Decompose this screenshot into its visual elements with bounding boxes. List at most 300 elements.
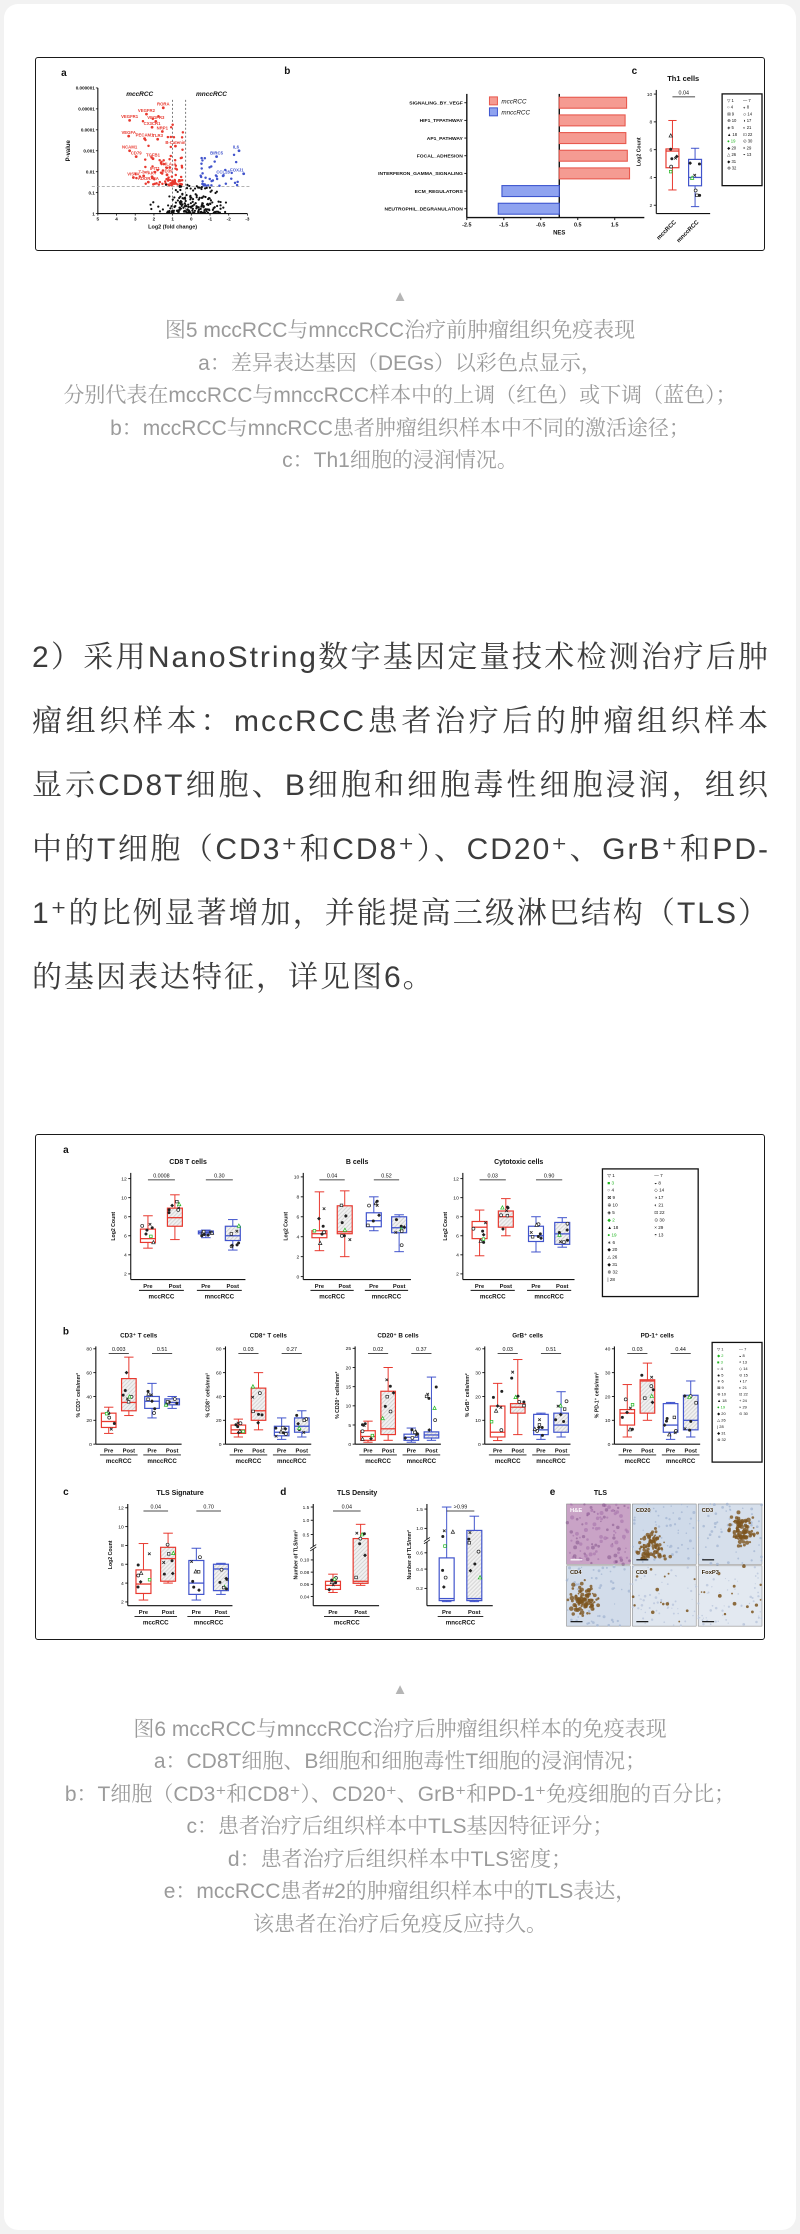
svg-text:mnccRCC: mnccRCC xyxy=(276,1458,307,1466)
svg-text:6: 6 xyxy=(120,1562,124,1569)
svg-text:40: 40 xyxy=(86,1394,92,1401)
svg-text:Post: Post xyxy=(226,1284,240,1291)
svg-text:HLA-A: HLA-A xyxy=(163,161,177,167)
tls-density-mccrcc xyxy=(293,1504,379,1627)
volcano-plot xyxy=(66,86,251,231)
svg-text:Post: Post xyxy=(168,1284,182,1291)
figure5-caption xyxy=(4,315,796,478)
svg-text:10: 10 xyxy=(453,1195,459,1202)
svg-text:4: 4 xyxy=(649,175,653,182)
bcells-chart xyxy=(283,1159,411,1301)
svg-text:>0.99: >0.99 xyxy=(453,1504,468,1511)
svg-text:c: c xyxy=(63,1486,69,1498)
svg-text:1.5: 1.5 xyxy=(416,1507,423,1513)
svg-text:⊠ 9: ⊠ 9 xyxy=(727,111,735,117)
svg-text:mccRCC: mccRCC xyxy=(105,1458,132,1466)
svg-text:VEGFR1: VEGFR1 xyxy=(121,114,139,120)
svg-text:▲ 18: ▲ 18 xyxy=(717,1398,727,1404)
figure5 xyxy=(35,57,765,251)
svg-text:Post: Post xyxy=(555,1284,569,1291)
svg-text:FoxP3: FoxP3 xyxy=(701,1569,719,1576)
svg-text:◆ 20: ◆ 20 xyxy=(717,1410,726,1416)
svg-text:Pre: Pre xyxy=(191,1610,201,1617)
svg-text:mccRCC: mccRCC xyxy=(235,1458,262,1466)
svg-text:8: 8 xyxy=(123,1214,127,1221)
figure6 xyxy=(35,1134,765,1640)
svg-text:8: 8 xyxy=(649,119,653,126)
svg-text:0: 0 xyxy=(478,1441,481,1448)
svg-text:◈ 5: ◈ 5 xyxy=(727,125,734,131)
svg-text:0.000001: 0.000001 xyxy=(75,85,95,91)
svg-text:mnccRCC: mnccRCC xyxy=(204,1293,235,1301)
svg-text:◓ 13: ◓ 13 xyxy=(654,1232,664,1238)
svg-text:CD8 T cells: CD8 T cells xyxy=(169,1158,207,1166)
svg-text:Post: Post xyxy=(338,1284,351,1291)
svg-text:⊠ 9: ⊠ 9 xyxy=(607,1195,616,1201)
svg-text:AP1_PATHWAY: AP1_PATHWAY xyxy=(426,135,463,142)
caption-line: b：mccRCC与mncRCC患者肿瘤组织样本中不同的激活途径； xyxy=(110,416,690,440)
svg-text:◑ 17: ◑ 17 xyxy=(743,118,752,124)
svg-text:Post: Post xyxy=(641,1448,654,1455)
svg-text:Log2 Count: Log2 Count xyxy=(283,1211,290,1241)
caption-line: e：mccRCC患者#2的肿瘤组织样本中的TLS表达， xyxy=(163,1880,637,1904)
svg-text:20: 20 xyxy=(215,1418,222,1425)
svg-text:⊕ 10: ⊕ 10 xyxy=(727,118,737,124)
svg-text:CD39: CD39 xyxy=(161,168,173,174)
svg-text:0: 0 xyxy=(218,1441,222,1448)
svg-text:| 28: | 28 xyxy=(607,1276,615,1282)
svg-text:mccRCC: mccRCC xyxy=(656,219,678,242)
svg-text:FOCAL_ADHESION: FOCAL_ADHESION xyxy=(416,153,463,160)
svg-text:Pre: Pre xyxy=(363,1448,373,1455)
svg-text:⊗ 32: ⊗ 32 xyxy=(607,1269,618,1275)
svg-text:⊙ 30: ⊙ 30 xyxy=(739,1410,748,1416)
svg-text:2: 2 xyxy=(296,1254,300,1261)
svg-text:Pre: Pre xyxy=(277,1448,287,1455)
svg-text:-1: -1 xyxy=(207,216,213,222)
svg-text:B-Catenin: B-Catenin xyxy=(165,139,186,145)
svg-text:Post: Post xyxy=(468,1610,481,1617)
svg-text:ADORA2A: ADORA2A xyxy=(137,175,159,181)
svg-text:Log2 Count: Log2 Count xyxy=(636,137,643,167)
svg-text:a: a xyxy=(61,67,67,79)
pct-chart-4 xyxy=(594,1332,700,1465)
svg-text:TLS Signature: TLS Signature xyxy=(156,1489,204,1497)
svg-text:Post: Post xyxy=(122,1448,136,1455)
tls-density-mnccrcc xyxy=(407,1504,493,1627)
svg-text:0.90: 0.90 xyxy=(543,1173,555,1180)
svg-text:mnccRCC: mnccRCC xyxy=(534,1293,564,1301)
svg-text:% CD8⁺ cells/mm²: % CD8⁺ cells/mm² xyxy=(205,1373,212,1418)
svg-text:Post: Post xyxy=(381,1448,395,1455)
svg-text:◈ 5: ◈ 5 xyxy=(607,1210,615,1216)
svg-text:◒ 8: ◒ 8 xyxy=(654,1180,661,1186)
svg-text:4: 4 xyxy=(123,1252,127,1259)
svg-text:◆ 31: ◆ 31 xyxy=(727,158,737,164)
svg-text:a: a xyxy=(63,1144,69,1156)
svg-text:5: 5 xyxy=(96,216,100,222)
svg-text:0.10: 0.10 xyxy=(299,1558,310,1564)
svg-text:40: 40 xyxy=(604,1346,611,1353)
caption-line: 分别代表在mccRCC与mnccRCC样本中的上调（红色）或下调（蓝色）； xyxy=(63,384,737,408)
svg-text:Post: Post xyxy=(425,1448,438,1455)
svg-text:80: 80 xyxy=(86,1346,92,1353)
svg-text:◆ 2: ◆ 2 xyxy=(717,1352,724,1358)
nes-bar-chart xyxy=(378,94,644,237)
svg-text:mccRCC: mccRCC xyxy=(126,90,154,98)
svg-text:1: 1 xyxy=(92,211,95,217)
svg-text:○ 4: ○ 4 xyxy=(717,1365,723,1371)
svg-text:Post: Post xyxy=(554,1448,568,1455)
svg-text:0.0001: 0.0001 xyxy=(80,127,95,133)
svg-text:4: 4 xyxy=(120,1580,124,1587)
svg-text:2: 2 xyxy=(456,1271,459,1278)
svg-text:▽ 1: ▽ 1 xyxy=(607,1172,615,1178)
svg-text:b: b xyxy=(284,65,291,77)
svg-text:▽ 1: ▽ 1 xyxy=(727,97,734,103)
svg-text:15: 15 xyxy=(345,1384,352,1391)
svg-text:0.001: 0.001 xyxy=(83,148,95,154)
svg-text:0.0008: 0.0008 xyxy=(153,1173,170,1180)
caption-line: b：T细胞（CD3⁺和CD8⁺）、CD20⁺、GrB⁺和PD-1⁺免疫细胞的百分比； xyxy=(64,1782,736,1806)
svg-text:-1.5: -1.5 xyxy=(499,222,509,229)
svg-text:0.03: 0.03 xyxy=(243,1346,254,1353)
svg-text:0.4: 0.4 xyxy=(416,1567,423,1573)
svg-text:◇ 14: ◇ 14 xyxy=(654,1187,665,1193)
svg-text:8: 8 xyxy=(296,1194,300,1201)
svg-text:RORA: RORA xyxy=(156,101,170,107)
svg-text:Pre: Pre xyxy=(492,1448,503,1455)
svg-text:25: 25 xyxy=(345,1346,352,1353)
svg-text:CCL28: CCL28 xyxy=(216,169,230,175)
cytotoxic-chart xyxy=(443,1159,575,1301)
svg-text:10: 10 xyxy=(293,1174,300,1181)
svg-text:0.04: 0.04 xyxy=(326,1173,338,1180)
svg-text:Pre: Pre xyxy=(665,1448,676,1455)
svg-text:mnccRCC: mnccRCC xyxy=(501,109,530,117)
caption-line: d：患者治疗后组织样本中TLS密度； xyxy=(227,1847,573,1871)
svg-text:0.70: 0.70 xyxy=(203,1504,214,1511)
svg-text:TGFB1: TGFB1 xyxy=(146,152,160,158)
svg-text:H&E: H&E xyxy=(570,1507,583,1514)
svg-text:■ 3: ■ 3 xyxy=(717,1359,723,1365)
svg-text:CD8⁺ T cells: CD8⁺ T cells xyxy=(249,1332,287,1340)
svg-text:AKT: AKT xyxy=(147,170,157,176)
figure5-caption-title: 图5 mccRCC与mnccRCC治疗前肿瘤组织免疫表现 xyxy=(164,319,636,343)
svg-text:0.6: 0.6 xyxy=(416,1551,423,1557)
svg-text:VEGFR2: VEGFR2 xyxy=(137,107,155,113)
svg-text:20: 20 xyxy=(345,1365,352,1372)
svg-text:mccRCC: mccRCC xyxy=(333,1619,360,1627)
svg-text:Pre: Pre xyxy=(314,1284,325,1291)
svg-text:⊙ 30: ⊙ 30 xyxy=(654,1217,665,1223)
svg-text:◑ 17: ◑ 17 xyxy=(739,1378,747,1384)
svg-text:Pre: Pre xyxy=(622,1448,632,1455)
svg-text:Pre: Pre xyxy=(233,1448,243,1455)
svg-text:⊡ 22: ⊡ 22 xyxy=(739,1391,748,1397)
svg-text:10: 10 xyxy=(646,91,653,98)
svg-text:mccRCC: mccRCC xyxy=(501,98,527,106)
svg-text:mnccRCC: mnccRCC xyxy=(406,1458,437,1466)
tls-signature-chart xyxy=(108,1490,233,1627)
svg-text:30: 30 xyxy=(475,1370,481,1377)
svg-text:◆ 20: ◆ 20 xyxy=(607,1247,618,1253)
svg-text:NES: NES xyxy=(553,230,566,237)
svg-text:VEGFA: VEGFA xyxy=(121,129,136,135)
svg-text:◓ 13: ◓ 13 xyxy=(743,152,752,158)
svg-text:○ 4: ○ 4 xyxy=(607,1187,615,1193)
svg-text:CD20: CD20 xyxy=(635,1507,651,1514)
svg-text:BIRC5: BIRC5 xyxy=(210,150,223,156)
svg-text:B cells: B cells xyxy=(345,1158,369,1166)
svg-text:Pre: Pre xyxy=(442,1610,452,1617)
figure6-image xyxy=(36,1135,764,1639)
svg-text:◆ 31: ◆ 31 xyxy=(717,1430,726,1436)
svg-text:6: 6 xyxy=(123,1233,127,1240)
svg-text:TLR3: TLR3 xyxy=(152,133,164,139)
svg-text:◇ 14: ◇ 14 xyxy=(739,1365,748,1371)
svg-text:2: 2 xyxy=(152,216,156,222)
body-paragraph: 2）采用NanoString数字基因定量技术检测治疗后肿瘤组织样本：mccRCC患者治疗后的肿瘤组织样本显示CD8T细胞、B细胞和细胞毒性细胞浸润，组织中的T细胞（CD3⁺和CD8⁺）、CD20⁺、GrB⁺和PD-1⁺的比例显著增加，并能提高三级淋巴结构（TLS）的基因表达特征，详见图6。 xyxy=(32,640,770,994)
svg-text:0.51: 0.51 xyxy=(156,1346,168,1353)
svg-text:0.03: 0.03 xyxy=(487,1173,498,1180)
svg-text:⊠ 9: ⊠ 9 xyxy=(717,1385,724,1391)
svg-text:10: 10 xyxy=(604,1418,611,1425)
svg-text:2: 2 xyxy=(123,1271,127,1278)
caption-line: c：Th1细胞的浸润情况。 xyxy=(282,449,518,473)
svg-text:⊕ 10: ⊕ 10 xyxy=(717,1391,726,1397)
svg-text:0.52: 0.52 xyxy=(381,1173,392,1180)
svg-text:20: 20 xyxy=(604,1394,611,1401)
svg-text:c: c xyxy=(631,65,638,77)
svg-text:40: 40 xyxy=(475,1346,481,1353)
svg-text:Pre: Pre xyxy=(201,1284,211,1291)
svg-text:20: 20 xyxy=(86,1418,92,1425)
svg-text:0.04: 0.04 xyxy=(150,1504,161,1511)
svg-text:1: 1 xyxy=(171,216,174,222)
svg-text:CD4: CD4 xyxy=(570,1569,582,1576)
svg-text:CD79: CD79 xyxy=(130,150,142,156)
svg-text:Pre: Pre xyxy=(474,1284,485,1291)
svg-text:FOXJ1: FOXJ1 xyxy=(230,167,244,173)
svg-text:12: 12 xyxy=(118,1505,124,1512)
svg-text:0.08: 0.08 xyxy=(299,1570,310,1576)
svg-text:Pre: Pre xyxy=(369,1284,379,1291)
svg-text:× 29: × 29 xyxy=(739,1404,747,1410)
svg-text:4: 4 xyxy=(456,1252,459,1259)
svg-text:40: 40 xyxy=(215,1394,222,1401)
svg-text:0.01: 0.01 xyxy=(85,169,95,175)
svg-text:10: 10 xyxy=(121,1195,127,1202)
svg-text:mnccRCC: mnccRCC xyxy=(371,1293,402,1301)
pct-chart-2 xyxy=(335,1332,441,1465)
svg-text:◒ 8: ◒ 8 xyxy=(743,104,750,110)
svg-text:-0.5: -0.5 xyxy=(536,222,546,229)
svg-text:SIGNALING_BY_VEGF: SIGNALING_BY_VEGF xyxy=(409,100,463,107)
svg-text:e: e xyxy=(549,1486,556,1498)
svg-text:CD3⁺ T cells: CD3⁺ T cells xyxy=(120,1332,158,1340)
svg-text:⊙ 15: ⊙ 15 xyxy=(739,1372,748,1378)
svg-text:b: b xyxy=(62,1326,69,1338)
svg-text:0.00001: 0.00001 xyxy=(78,106,95,112)
svg-text:Log2 Count: Log2 Count xyxy=(110,1211,117,1241)
svg-text:Post: Post xyxy=(161,1610,175,1617)
svg-text:◆ 2: ◆ 2 xyxy=(607,1217,615,1223)
svg-text:NEUTROPHIL_DEGRANULATION: NEUTROPHIL_DEGRANULATION xyxy=(384,206,463,213)
svg-text:IL6: IL6 xyxy=(232,144,240,150)
svg-text:0: 0 xyxy=(89,1441,92,1448)
svg-text:mnccRCC: mnccRCC xyxy=(676,219,701,245)
svg-text:0.5: 0.5 xyxy=(574,222,582,229)
svg-text:8: 8 xyxy=(456,1214,459,1221)
svg-text:6: 6 xyxy=(296,1214,300,1221)
svg-text:INTERFERON_GAMMA_SIGNALING: INTERFERON_GAMMA_SIGNALING xyxy=(378,171,463,178)
svg-text:Cytotoxic cells: Cytotoxic cells xyxy=(494,1158,544,1166)
svg-text:0.37: 0.37 xyxy=(416,1346,427,1353)
svg-text:mnccRCC: mnccRCC xyxy=(665,1458,696,1466)
cd8t-chart xyxy=(111,1159,246,1301)
caption-line: a：CD8T细胞、B细胞和细胞毒性T细胞的浸润情况； xyxy=(153,1750,647,1774)
svg-text:Post: Post xyxy=(499,1284,513,1291)
svg-text:Pre: Pre xyxy=(328,1610,338,1617)
svg-text:-3: -3 xyxy=(245,216,250,222)
svg-text:-2.5: -2.5 xyxy=(462,222,472,229)
symbol-legend xyxy=(602,1169,698,1297)
svg-text:8: 8 xyxy=(120,1543,124,1550)
svg-text:1.5: 1.5 xyxy=(302,1505,310,1511)
svg-text:-2: -2 xyxy=(226,216,231,222)
svg-text:2: 2 xyxy=(120,1599,124,1606)
svg-text:Post: Post xyxy=(252,1448,265,1455)
svg-text:Log2 Count: Log2 Count xyxy=(442,1211,449,1241)
svg-text:● 19: ● 19 xyxy=(607,1232,617,1238)
svg-text:0.04: 0.04 xyxy=(299,1595,310,1601)
collapse-triangle-icon[interactable]: ▲ xyxy=(392,1680,408,1698)
svg-text:Number of TLS/mm²: Number of TLS/mm² xyxy=(293,1530,300,1580)
svg-text:▲ 18: ▲ 18 xyxy=(727,131,738,137)
svg-text:Post: Post xyxy=(165,1448,179,1455)
svg-text:mnccRCC: mnccRCC xyxy=(196,90,227,98)
svg-text:● 19: ● 19 xyxy=(727,138,736,144)
svg-text:20: 20 xyxy=(475,1394,481,1401)
svg-text:0: 0 xyxy=(607,1441,611,1448)
figure5-image xyxy=(36,58,764,250)
svg-text:0.5: 0.5 xyxy=(302,1533,310,1539)
svg-text:0.04: 0.04 xyxy=(678,90,689,97)
svg-text:3: 3 xyxy=(133,216,137,222)
svg-text:○ 4: ○ 4 xyxy=(727,104,734,110)
svg-text:d: d xyxy=(280,1486,287,1498)
svg-text:■ 3: ■ 3 xyxy=(607,1180,615,1186)
svg-text:× 29: × 29 xyxy=(743,145,752,151)
svg-text:⊡ 22: ⊡ 22 xyxy=(743,131,753,137)
svg-text:◈ 5: ◈ 5 xyxy=(717,1372,724,1378)
svg-text:Number of TLS/mm²: Number of TLS/mm² xyxy=(406,1530,413,1580)
svg-text:mnccRCC: mnccRCC xyxy=(536,1458,566,1466)
svg-text:0: 0 xyxy=(348,1441,352,1448)
svg-text:◇ 14: ◇ 14 xyxy=(743,111,753,117)
svg-text:HIF1_TFPATHWAY: HIF1_TFPATHWAY xyxy=(419,118,463,125)
svg-text:0: 0 xyxy=(190,216,193,222)
caption-line: c：患者治疗后组织样本中TLS基因特征评分； xyxy=(186,1815,614,1839)
article-card xyxy=(4,4,796,2230)
svg-text:— 7: — 7 xyxy=(743,97,751,103)
svg-text:mccRCC: mccRCC xyxy=(148,1293,175,1301)
svg-text:◒ 8: ◒ 8 xyxy=(739,1352,745,1358)
svg-text:4: 4 xyxy=(296,1234,300,1241)
pct-chart-1 xyxy=(206,1332,312,1465)
svg-text:⊙ 30: ⊙ 30 xyxy=(743,138,753,144)
svg-text:P-value: P-value xyxy=(65,140,72,162)
svg-text:2: 2 xyxy=(649,203,653,210)
svg-text:12: 12 xyxy=(453,1176,459,1183)
svg-text:0.44: 0.44 xyxy=(675,1346,686,1353)
svg-text:▽ 1: ▽ 1 xyxy=(717,1346,724,1352)
svg-text:mnccRCC: mnccRCC xyxy=(193,1619,224,1627)
svg-text:∗ 6: ∗ 6 xyxy=(607,1239,616,1245)
svg-text:% CD20⁺ cells/mm²: % CD20⁺ cells/mm² xyxy=(335,1371,342,1419)
svg-text:mccRCC: mccRCC xyxy=(365,1458,391,1466)
svg-text:0.51: 0.51 xyxy=(545,1346,557,1353)
svg-text:◐ 21: ◐ 21 xyxy=(743,125,752,131)
svg-text:— 7: — 7 xyxy=(739,1346,747,1352)
svg-text:Post: Post xyxy=(511,1448,525,1455)
svg-text:% GrB⁺ cells/mm²: % GrB⁺ cells/mm² xyxy=(464,1373,471,1418)
svg-text:⊗ 32: ⊗ 32 xyxy=(727,165,737,171)
svg-text:10: 10 xyxy=(345,1403,352,1410)
svg-text:0: 0 xyxy=(296,1274,300,1281)
pct-chart-3 xyxy=(465,1332,571,1465)
svg-text:30: 30 xyxy=(604,1370,611,1377)
svg-text:IFIT1: IFIT1 xyxy=(149,165,160,171)
svg-text:0.2: 0.2 xyxy=(416,1587,423,1593)
svg-text:0.003: 0.003 xyxy=(112,1346,126,1353)
svg-text:0.27: 0.27 xyxy=(286,1346,297,1353)
pct-chart-0 xyxy=(76,1332,182,1465)
svg-text:× 29: × 29 xyxy=(654,1224,664,1230)
svg-text:0.03: 0.03 xyxy=(502,1346,513,1353)
svg-text:% PD-1⁺ cells/mm²: % PD-1⁺ cells/mm² xyxy=(594,1372,601,1419)
svg-text:● 19: ● 19 xyxy=(717,1404,726,1410)
svg-text:% CD3⁺ cells/mm²: % CD3⁺ cells/mm² xyxy=(75,1373,82,1418)
svg-text:Pre: Pre xyxy=(406,1448,416,1455)
svg-text:TLS: TLS xyxy=(593,1489,608,1497)
svg-text:0.30: 0.30 xyxy=(214,1173,225,1180)
svg-text:T-bet: T-bet xyxy=(138,169,149,175)
svg-text:mnccRCC: mnccRCC xyxy=(147,1458,177,1466)
svg-text:PD-1⁺ cells: PD-1⁺ cells xyxy=(640,1332,674,1340)
svg-text:CD20⁺ B cells: CD20⁺ B cells xyxy=(377,1332,419,1340)
collapse-triangle-icon[interactable]: ▲ xyxy=(392,288,408,306)
svg-text:NRP1: NRP1 xyxy=(156,125,169,131)
figure6-caption xyxy=(4,1714,796,1942)
svg-text:10: 10 xyxy=(118,1524,124,1531)
svg-text:| 28: | 28 xyxy=(717,1423,724,1429)
svg-text:NCAM1: NCAM1 xyxy=(122,144,138,150)
svg-text:80: 80 xyxy=(215,1346,222,1353)
svg-text:PECAM1: PECAM1 xyxy=(135,132,154,138)
svg-text:△ 26: △ 26 xyxy=(607,1254,618,1260)
svg-text:▲ 18: ▲ 18 xyxy=(607,1224,619,1230)
svg-text:1.5: 1.5 xyxy=(610,222,619,229)
svg-text:4: 4 xyxy=(115,216,118,222)
svg-text:Log2 (fold change): Log2 (fold change) xyxy=(148,224,198,231)
svg-text:Pre: Pre xyxy=(138,1610,149,1617)
svg-text:6: 6 xyxy=(649,147,653,154)
caption-line: a：差异表达基因（DEGs）以彩色点显示， xyxy=(198,351,602,375)
svg-text:VISTA: VISTA xyxy=(127,171,140,177)
svg-text:△ 26: △ 26 xyxy=(717,1417,726,1423)
